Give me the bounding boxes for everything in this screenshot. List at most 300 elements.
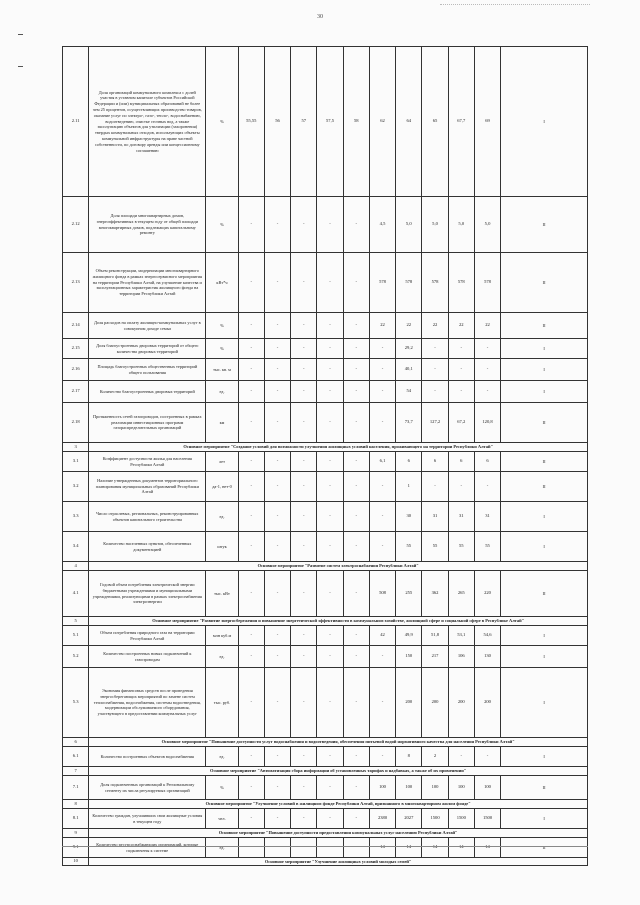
value-cell: 200 — [396, 668, 422, 738]
value-cell: - — [291, 452, 317, 472]
value-cell: - — [264, 646, 290, 668]
value-cell: 14 — [369, 838, 395, 858]
source-cell: I — [501, 809, 588, 829]
indicator-name: Объем реконструкции, модернизации многоквартирного жилищного фонда в рамках энергосервисного мероприятия на территории Республики Алтай, на улучшение качества и эксплуатационных характеристик жилищного фонда на территории Республики Алтай — [89, 253, 206, 313]
source-cell: I — [501, 747, 588, 767]
unit-cell: % — [206, 313, 238, 339]
indicator-name: Площадь благоустроенных общественных территорий общего пользования — [89, 359, 206, 381]
value-cell: - — [422, 359, 448, 381]
value-cell: - — [238, 668, 264, 738]
section-row — [63, 562, 588, 571]
value-cell: 100 — [422, 776, 448, 800]
value-cell: - — [264, 472, 290, 502]
indicator-name: Количество построенных новых подключений к газопроводам — [89, 646, 206, 668]
value-cell: - — [291, 502, 317, 532]
value-cell: 578 — [422, 253, 448, 313]
value-cell: - — [238, 626, 264, 646]
value-cell: - — [474, 747, 500, 767]
value-cell: - — [264, 747, 290, 767]
source-cell: II — [501, 313, 588, 339]
value-cell: - — [264, 502, 290, 532]
section-row — [63, 800, 588, 809]
unit-cell: км — [206, 403, 238, 443]
value-cell: 1500 — [474, 809, 500, 829]
section-title: Основное мероприятие "Улучшение жилищных условий молодых семей" — [89, 858, 588, 866]
value-cell: - — [291, 359, 317, 381]
value-cell: 5,0 — [396, 197, 422, 253]
value-cell: 55 — [448, 532, 474, 562]
value-cell: 67,7 — [448, 47, 474, 197]
section-title: Основное мероприятие "Создание условий для возможности улучшения жилищных условий населения, проживающего на территории Республики Алтай" — [89, 443, 588, 452]
row-number: 3.1 — [63, 452, 89, 472]
value-cell: - — [343, 747, 369, 767]
row-number: 4.1 — [63, 571, 89, 617]
value-cell: 49,9 — [396, 626, 422, 646]
section-title: Основное мероприятие "Повышение доступности предоставления коммунальных услуг населению Республики Алтай" — [89, 829, 588, 838]
value-cell: - — [264, 809, 290, 829]
value-cell: - — [422, 381, 448, 403]
value-cell: - — [343, 339, 369, 359]
value-cell: - — [238, 452, 264, 472]
value-cell: - — [238, 359, 264, 381]
section-row — [63, 738, 588, 747]
row-number: 7.1 — [63, 776, 89, 800]
row-number: 8.1 — [63, 809, 89, 829]
value-cell: - — [238, 197, 264, 253]
value-cell: 54 — [396, 381, 422, 403]
row-number: 3.2 — [63, 472, 89, 502]
value-cell: - — [291, 197, 317, 253]
unit-cell: % — [206, 776, 238, 800]
table-row — [63, 452, 588, 472]
value-cell: 31 — [474, 502, 500, 532]
value-cell: - — [317, 809, 343, 829]
value-cell: - — [291, 668, 317, 738]
section-number: 5 — [63, 617, 89, 626]
value-cell: 31 — [422, 502, 448, 532]
value-cell: - — [448, 472, 474, 502]
value-cell: 6 — [474, 452, 500, 472]
unit-cell: ед. — [206, 646, 238, 668]
table-row — [63, 747, 588, 767]
value-cell: 8 — [396, 747, 422, 767]
indicator-name: Количество ресурсоснабжающих организаций, которые подключены к системе — [89, 838, 206, 858]
table-row — [63, 646, 588, 668]
section-number: 3 — [63, 443, 89, 452]
unit-cell: ед. — [206, 747, 238, 767]
indicator-name: Доля организаций коммунального комплекса с долей участия в уставном капитале субъектов Российской Федерации и (или) муниципальных образований не более чем 25 процентов, осуществляющих производство товаров, оказание услуг по электро-, газо-, тепло-, водоснабжению, водоотведению, очистке сточных вод, а также эксплуатацию объектов для утилизации (захоронения) твердых коммунальных отходов, использующих объекты коммунальной инфраструктуры на праве частной собственности, по договору аренды или концессионному соглашению — [89, 47, 206, 197]
value-cell: - — [238, 532, 264, 562]
value-cell: - — [291, 809, 317, 829]
value-cell: 217 — [422, 646, 448, 668]
indicator-name: Число отраслевых, региональных, реконструированных объектов капитального строительства — [89, 502, 206, 532]
value-cell: 100 — [396, 776, 422, 800]
table-row — [63, 776, 588, 800]
source-cell: I — [501, 339, 588, 359]
indicator-name: Доля площади многоквартирных домов, энергоэффективных в текущем году от общей площади многоквартирных домов, подлежащих капитальному ремонту — [89, 197, 206, 253]
value-cell: 508 — [369, 571, 395, 617]
section-number: 10 — [63, 858, 89, 866]
value-cell: 55 — [474, 532, 500, 562]
unit-cell: тыс. кВт — [206, 571, 238, 617]
value-cell: 6 — [422, 452, 448, 472]
value-cell: - — [343, 359, 369, 381]
value-cell: - — [264, 452, 290, 472]
table-row — [63, 197, 588, 253]
table-row — [63, 838, 588, 858]
source-cell: I — [501, 47, 588, 197]
value-cell: - — [369, 668, 395, 738]
value-cell: - — [343, 776, 369, 800]
value-cell: - — [448, 381, 474, 403]
row-number: 3.4 — [63, 532, 89, 562]
table-body — [63, 47, 588, 866]
table-row — [63, 359, 588, 381]
value-cell: - — [264, 626, 290, 646]
value-cell: 22 — [422, 313, 448, 339]
value-cell: - — [448, 359, 474, 381]
value-cell: 200 — [474, 668, 500, 738]
value-cell: 127,2 — [422, 403, 448, 443]
unit-cell: кВт*ч — [206, 253, 238, 313]
value-cell: - — [343, 502, 369, 532]
value-cell: 22 — [448, 313, 474, 339]
value-cell: - — [238, 472, 264, 502]
value-cell: - — [291, 381, 317, 403]
value-cell: 14 — [448, 838, 474, 858]
value-cell: 2027 — [396, 809, 422, 829]
value-cell: 220 — [474, 571, 500, 617]
value-cell: - — [369, 502, 395, 532]
value-cell: - — [474, 339, 500, 359]
value-cell: - — [317, 197, 343, 253]
value-cell: - — [291, 646, 317, 668]
value-cell: - — [317, 359, 343, 381]
margin-mark — [18, 66, 23, 67]
value-cell: - — [317, 532, 343, 562]
value-cell: - — [264, 313, 290, 339]
value-cell: - — [264, 339, 290, 359]
value-cell: - — [238, 809, 264, 829]
value-cell: - — [474, 359, 500, 381]
value-cell: - — [317, 668, 343, 738]
value-cell: - — [291, 571, 317, 617]
table-row — [63, 532, 588, 562]
value-cell: 55 — [396, 532, 422, 562]
indicator-name: Количество населенных пунктов, обеспеченных документацией — [89, 532, 206, 562]
value-cell: - — [343, 626, 369, 646]
value-cell: - — [422, 472, 448, 502]
value-cell: 14 — [474, 838, 500, 858]
value-cell: - — [238, 571, 264, 617]
value-cell: - — [343, 571, 369, 617]
value-cell: 57,5 — [317, 47, 343, 197]
value-cell: 73,7 — [396, 403, 422, 443]
unit-cell: ед. — [206, 381, 238, 403]
value-cell: - — [264, 532, 290, 562]
row-number: 5.1 — [63, 626, 89, 646]
section-row — [63, 858, 588, 866]
section-number: 6 — [63, 738, 89, 747]
row-number: 5.3 — [63, 668, 89, 738]
section-row — [63, 829, 588, 838]
value-cell: - — [343, 838, 369, 858]
value-cell: - — [343, 472, 369, 502]
value-cell: 31 — [448, 502, 474, 532]
unit-cell: лет — [206, 452, 238, 472]
source-cell: I — [501, 532, 588, 562]
row-number: 6.1 — [63, 747, 89, 767]
value-cell: - — [369, 646, 395, 668]
section-title: Основное мероприятие "Развитие систем электроснабжения Республики Алтай" — [89, 562, 588, 571]
source-cell: I — [501, 502, 588, 532]
unit-cell: чел. — [206, 809, 238, 829]
row-number: 2.14 — [63, 313, 89, 339]
value-cell: 255 — [396, 571, 422, 617]
source-cell: II — [501, 776, 588, 800]
margin-mark — [18, 34, 23, 35]
value-cell: - — [343, 253, 369, 313]
row-number: 2.17 — [63, 381, 89, 403]
table-row — [63, 472, 588, 502]
row-number: 2.12 — [63, 197, 89, 253]
table-row — [63, 47, 588, 197]
row-number: 2.15 — [63, 339, 89, 359]
indicator-name: Доля благоустроенных дворовых территорий от общего количества дворовых территорий — [89, 339, 206, 359]
value-cell: 5,0 — [474, 197, 500, 253]
value-cell: - — [317, 502, 343, 532]
source-cell: II — [501, 197, 588, 253]
value-cell: 6 — [396, 452, 422, 472]
table-row — [63, 403, 588, 443]
table-row — [63, 809, 588, 829]
value-cell: - — [343, 809, 369, 829]
value-cell: - — [238, 747, 264, 767]
unit-cell: тыс. руб. — [206, 668, 238, 738]
value-cell: 30 — [396, 502, 422, 532]
value-cell: - — [317, 313, 343, 339]
row-number: 5.2 — [63, 646, 89, 668]
table-row — [63, 626, 588, 646]
value-cell: - — [264, 838, 290, 858]
value-cell: 2380 — [369, 809, 395, 829]
unit-cell: тыс. кв. м — [206, 359, 238, 381]
value-cell: - — [343, 197, 369, 253]
indicator-name: Экономия финансовых средств после проведения энергосберегающих мероприятий по замене систем теплоснабжения, водоснабжения, системы водоотведения, модернизации обслуживаемого оборудования, участвующего в предоставлении коммунальных услуг — [89, 668, 206, 738]
value-cell: 64 — [396, 47, 422, 197]
value-cell: - — [369, 381, 395, 403]
value-cell: 69 — [474, 47, 500, 197]
section-row — [63, 443, 588, 452]
value-cell: - — [317, 571, 343, 617]
value-cell: - — [317, 452, 343, 472]
value-cell: 54,6 — [474, 626, 500, 646]
section-title: Основное мероприятие "Развитие энергосбережения и повышение энергетической эффективности в коммунальном хозяйстве, жилищной сфере и социальной сфере в Республике Алтай" — [89, 617, 588, 626]
section-title: Основное мероприятие "Улучшение условий в жилищном фонде Республики Алтай, признанного в многоквартирном жилом фонде" — [89, 800, 588, 809]
value-cell: - — [317, 776, 343, 800]
value-cell: 4,5 — [369, 197, 395, 253]
value-cell: 6,1 — [369, 452, 395, 472]
value-cell: 100 — [474, 776, 500, 800]
value-cell: - — [448, 339, 474, 359]
table-row — [63, 668, 588, 738]
value-cell: - — [317, 838, 343, 858]
row-number: 2.16 — [63, 359, 89, 381]
value-cell: - — [291, 339, 317, 359]
source-cell: I — [501, 381, 588, 403]
value-cell: - — [317, 747, 343, 767]
value-cell: 14 — [396, 838, 422, 858]
table-row — [63, 253, 588, 313]
value-cell: - — [238, 838, 264, 858]
table-row — [63, 571, 588, 617]
source-cell: II — [501, 253, 588, 313]
value-cell: - — [343, 452, 369, 472]
value-cell: - — [291, 403, 317, 443]
value-cell: 56 — [264, 47, 290, 197]
value-cell: 1500 — [448, 809, 474, 829]
value-cell: 55,55 — [238, 47, 264, 197]
source-cell: I — [501, 646, 588, 668]
value-cell: 58 — [343, 47, 369, 197]
source-cell: II — [501, 571, 588, 617]
value-cell: 578 — [474, 253, 500, 313]
value-cell: 150 — [396, 646, 422, 668]
table-row — [63, 339, 588, 359]
indicator-name: Количество граждан, улучшивших свои жилищные условия в текущем году — [89, 809, 206, 829]
value-cell: 1 — [396, 472, 422, 502]
page-number: 30 — [317, 14, 323, 20]
value-cell: - — [238, 776, 264, 800]
value-cell: - — [291, 532, 317, 562]
value-cell: 65 — [422, 47, 448, 197]
section-row — [63, 767, 588, 776]
value-cell: - — [474, 381, 500, 403]
value-cell: 14 — [422, 838, 448, 858]
value-cell: - — [317, 339, 343, 359]
value-cell: - — [343, 646, 369, 668]
value-cell: - — [369, 403, 395, 443]
value-cell: 578 — [369, 253, 395, 313]
value-cell: - — [264, 253, 290, 313]
row-number: 2.13 — [63, 253, 89, 313]
source-cell: II — [501, 403, 588, 443]
value-cell: 22 — [396, 313, 422, 339]
value-cell: 578 — [448, 253, 474, 313]
value-cell: - — [238, 253, 264, 313]
row-number: 3.3 — [63, 502, 89, 532]
unit-cell: % — [206, 197, 238, 253]
value-cell: 67,2 — [448, 403, 474, 443]
value-cell: - — [238, 313, 264, 339]
value-cell: 120,8 — [474, 403, 500, 443]
value-cell: - — [474, 472, 500, 502]
value-cell: - — [291, 253, 317, 313]
value-cell: - — [291, 776, 317, 800]
value-cell: 200 — [448, 668, 474, 738]
value-cell: 22 — [369, 313, 395, 339]
row-number: 2.18 — [63, 403, 89, 443]
section-title: Основное мероприятие "Повышение доступности услуг водоснабжения и водоотведения, обеспечения питьевой водой нормативного качества для населения Республики Алтай" — [89, 738, 588, 747]
source-cell: II — [501, 838, 588, 858]
value-cell: - — [448, 747, 474, 767]
source-cell: I — [501, 626, 588, 646]
header-line — [440, 4, 590, 7]
indicator-name: Доля подключенных организаций к Региональному сегменту их числа регулируемых организаций — [89, 776, 206, 800]
section-row — [63, 617, 588, 626]
row-number: 9.1 — [63, 838, 89, 858]
section-title: Основное мероприятие "Автоматизация сбора информации об установленных тарифах и надбавках, а также об их применении" — [89, 767, 588, 776]
value-cell: - — [264, 668, 290, 738]
value-cell: - — [291, 313, 317, 339]
section-number: 9 — [63, 829, 89, 838]
value-cell: - — [264, 197, 290, 253]
value-cell: - — [317, 626, 343, 646]
value-cell: - — [343, 313, 369, 339]
value-cell: 1500 — [422, 809, 448, 829]
section-number: 4 — [63, 562, 89, 571]
indicator-name: Количество благоустроенных дворовых территорий — [89, 381, 206, 403]
value-cell: - — [238, 646, 264, 668]
indicator-name: Количество построенных объектов водоснабжения — [89, 747, 206, 767]
value-cell: - — [264, 381, 290, 403]
value-cell: 5,0 — [422, 197, 448, 253]
value-cell: - — [264, 571, 290, 617]
value-cell: 22 — [474, 313, 500, 339]
value-cell: 578 — [396, 253, 422, 313]
indicator-name: Годовой объем потребления электрической энергии бюджетными учреждениями и муниципальными учреждениями, реализующими в рамках электроснабжения электроэнергии — [89, 571, 206, 617]
indicator-name: Коэффициент доступности жилья для населения Республики Алтай — [89, 452, 206, 472]
source-cell: I — [501, 668, 588, 738]
value-cell: - — [369, 359, 395, 381]
unit-cell: да-1, нет-0 — [206, 472, 238, 502]
value-cell: - — [369, 747, 395, 767]
value-cell: - — [238, 403, 264, 443]
value-cell: - — [369, 532, 395, 562]
value-cell: 29,2 — [396, 339, 422, 359]
indicator-name: Протяженность сетей газопроводов, построенных в рамках реализации инвестиционных программ газораспределительных организаций — [89, 403, 206, 443]
value-cell: 100 — [448, 776, 474, 800]
value-cell: 200 — [422, 668, 448, 738]
value-cell: - — [369, 472, 395, 502]
value-cell: - — [264, 359, 290, 381]
section-number: 8 — [63, 800, 89, 809]
value-cell: 40,1 — [396, 359, 422, 381]
unit-cell: ед. — [206, 502, 238, 532]
value-cell: - — [291, 747, 317, 767]
value-cell: - — [422, 339, 448, 359]
value-cell: 55 — [422, 532, 448, 562]
value-cell: 51,8 — [422, 626, 448, 646]
indicators-table — [62, 46, 588, 866]
value-cell: 106 — [448, 646, 474, 668]
value-cell: 42 — [369, 626, 395, 646]
value-cell: 6 — [448, 452, 474, 472]
value-cell: 5,0 — [448, 197, 474, 253]
value-cell: 130 — [474, 646, 500, 668]
unit-cell: % — [206, 339, 238, 359]
source-cell: II — [501, 452, 588, 472]
unit-cell: штук — [206, 532, 238, 562]
indicator-name: Доля расходов на оплату жилищно-коммунальных услуг в совокупном доходе семьи — [89, 313, 206, 339]
value-cell: - — [317, 472, 343, 502]
page-bottom-rule — [62, 846, 588, 847]
unit-cell: % — [206, 47, 238, 197]
indicator-name: Наличие утвержденных документов территориального планирования муниципальных образований Республики Алтай — [89, 472, 206, 502]
value-cell: - — [343, 403, 369, 443]
table-row — [63, 313, 588, 339]
value-cell: 2 — [422, 747, 448, 767]
